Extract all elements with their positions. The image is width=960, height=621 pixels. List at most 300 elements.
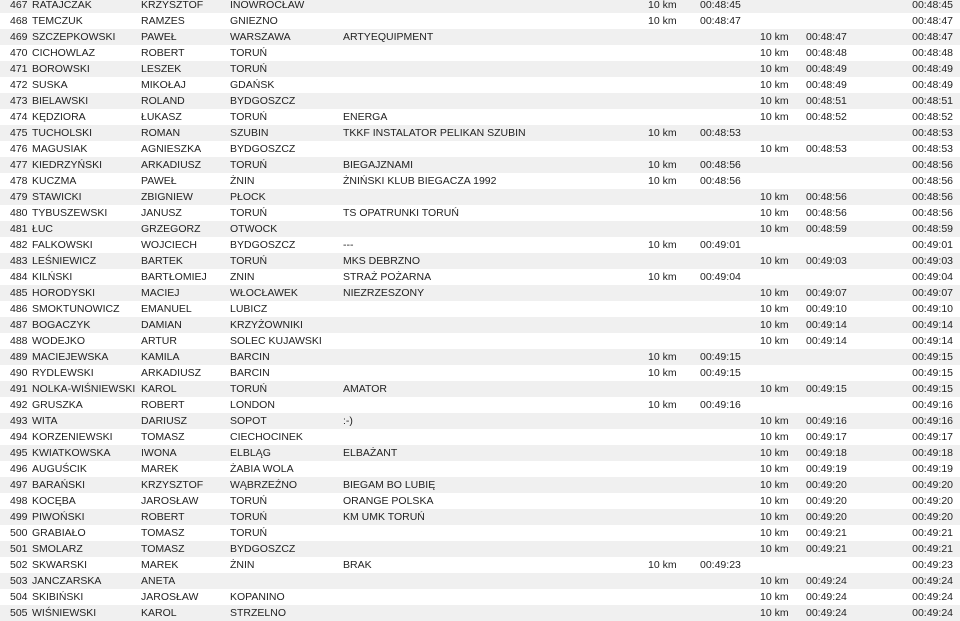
position-cell: 470 — [10, 47, 28, 59]
city-cell: TORUŃ — [230, 63, 268, 75]
club-cell: ŻNIŃSKI KLUB BIEGACZA 1992 — [343, 175, 497, 187]
position-cell: 477 — [10, 159, 28, 171]
distance-cell-alt: 10 km — [760, 511, 789, 523]
distance-cell-alt: 10 km — [760, 287, 789, 299]
first-name-cell: MAREK — [141, 559, 179, 571]
position-cell: 497 — [10, 479, 28, 491]
table-row — [0, 29, 960, 45]
club-cell: --- — [343, 239, 354, 251]
club-cell: BRAK — [343, 559, 372, 571]
first-name-cell: ARKADIUSZ — [141, 367, 202, 379]
split-time-cell: 00:48:47 — [700, 15, 741, 27]
last-name-cell: SMOKTUNOWICZ — [32, 303, 120, 315]
first-name-cell: GRZEGORZ — [141, 223, 201, 235]
table-row — [0, 525, 960, 541]
first-name-cell: BARTŁOMIEJ — [141, 271, 207, 283]
finish-time-cell: 00:49:24 — [912, 575, 953, 587]
position-cell: 484 — [10, 271, 28, 283]
distance-cell-alt: 10 km — [760, 207, 789, 219]
position-cell: 485 — [10, 287, 28, 299]
city-cell: TORUŃ — [230, 207, 268, 219]
city-cell: PŁOCK — [230, 191, 266, 203]
first-name-cell: ANETA — [141, 575, 176, 587]
split-time-cell: 00:49:16 — [700, 399, 741, 411]
city-cell: BYDGOSZCZ — [230, 143, 296, 155]
distance-cell-alt: 10 km — [760, 143, 789, 155]
finish-time-cell: 00:49:20 — [912, 495, 953, 507]
split-time-cell-alt: 00:48:59 — [806, 223, 847, 235]
first-name-cell: PAWEŁ — [141, 31, 177, 43]
first-name-cell: EMANUEL — [141, 303, 192, 315]
first-name-cell: ROBERT — [141, 511, 185, 523]
finish-time-cell: 00:48:56 — [912, 207, 953, 219]
first-name-cell: ARTUR — [141, 335, 177, 347]
last-name-cell: BARAŃSKI — [32, 479, 86, 491]
first-name-cell: KAROL — [141, 607, 177, 619]
finish-time-cell: 00:48:56 — [912, 191, 953, 203]
city-cell: ELBLĄG — [230, 447, 271, 459]
first-name-cell: PAWEŁ — [141, 175, 177, 187]
distance-cell-alt: 10 km — [760, 447, 789, 459]
last-name-cell: NOLKA-WIŚNIEWSKI — [32, 383, 136, 395]
finish-time-cell: 00:48:51 — [912, 95, 953, 107]
club-cell: KM UMK TORUŃ — [343, 511, 425, 523]
first-name-cell: DARIUSZ — [141, 415, 188, 427]
finish-time-cell: 00:49:20 — [912, 511, 953, 523]
position-cell: 488 — [10, 335, 28, 347]
table-row — [0, 205, 960, 221]
first-name-cell: ŁUKASZ — [141, 111, 182, 123]
table-row — [0, 589, 960, 605]
table-row — [0, 349, 960, 365]
city-cell: GNIEZNO — [230, 15, 278, 27]
first-name-cell: WOJCIECH — [141, 239, 197, 251]
distance-cell: 10 km — [648, 0, 677, 11]
split-time-cell-alt: 00:49:03 — [806, 255, 847, 267]
city-cell: OTWOCK — [230, 223, 278, 235]
distance-cell-alt: 10 km — [760, 527, 789, 539]
last-name-cell: SUSKA — [32, 79, 68, 91]
city-cell: WĄBRZEŹNO — [230, 479, 298, 491]
split-time-cell-alt: 00:48:51 — [806, 95, 847, 107]
table-row — [0, 509, 960, 525]
finish-time-cell: 00:48:45 — [912, 0, 953, 11]
club-cell: ELBAŻANT — [343, 447, 398, 459]
finish-time-cell: 00:49:18 — [912, 447, 953, 459]
finish-time-cell: 00:49:15 — [912, 383, 953, 395]
last-name-cell: BOROWSKI — [32, 63, 90, 75]
split-time-cell-alt: 00:49:16 — [806, 415, 847, 427]
split-time-cell-alt: 00:48:52 — [806, 111, 847, 123]
position-cell: 471 — [10, 63, 28, 75]
last-name-cell: KORZENIEWSKI — [32, 431, 113, 443]
distance-cell-alt: 10 km — [760, 319, 789, 331]
position-cell: 468 — [10, 15, 28, 27]
last-name-cell: WIŚNIEWSKI — [32, 607, 97, 619]
distance-cell-alt: 10 km — [760, 479, 789, 491]
split-time-cell-alt: 00:49:24 — [806, 575, 847, 587]
distance-cell: 10 km — [648, 15, 677, 27]
city-cell: BYDGOSZCZ — [230, 95, 296, 107]
position-cell: 502 — [10, 559, 28, 571]
table-row — [0, 0, 960, 13]
position-cell: 491 — [10, 383, 28, 395]
finish-time-cell: 00:49:03 — [912, 255, 953, 267]
city-cell: KOPANINO — [230, 591, 285, 603]
last-name-cell: AUGUŚCIK — [32, 463, 87, 475]
distance-cell-alt: 10 km — [760, 255, 789, 267]
first-name-cell: KAROL — [141, 383, 177, 395]
distance-cell: 10 km — [648, 399, 677, 411]
distance-cell: 10 km — [648, 175, 677, 187]
finish-time-cell: 00:48:47 — [912, 15, 953, 27]
split-time-cell: 00:48:56 — [700, 175, 741, 187]
table-row — [0, 285, 960, 301]
city-cell: TORUŃ — [230, 159, 268, 171]
club-cell: TS OPATRUNKI TORUŃ — [343, 207, 459, 219]
last-name-cell: WITA — [32, 415, 58, 427]
distance-cell-alt: 10 km — [760, 31, 789, 43]
last-name-cell: GRABIAŁO — [32, 527, 86, 539]
position-cell: 469 — [10, 31, 28, 43]
split-time-cell-alt: 00:48:49 — [806, 63, 847, 75]
split-time-cell-alt: 00:48:47 — [806, 31, 847, 43]
table-row — [0, 301, 960, 317]
finish-time-cell: 00:48:47 — [912, 31, 953, 43]
table-row — [0, 189, 960, 205]
position-cell: 481 — [10, 223, 28, 235]
table-row — [0, 93, 960, 109]
position-cell: 479 — [10, 191, 28, 203]
city-cell: TORUŃ — [230, 527, 268, 539]
first-name-cell: MAREK — [141, 463, 179, 475]
city-cell: TORUŃ — [230, 255, 268, 267]
distance-cell-alt: 10 km — [760, 383, 789, 395]
finish-time-cell: 00:48:49 — [912, 63, 953, 75]
distance-cell: 10 km — [648, 127, 677, 139]
first-name-cell: ROBERT — [141, 399, 185, 411]
last-name-cell: KWIATKOWSKA — [32, 447, 111, 459]
position-cell: 504 — [10, 591, 28, 603]
distance-cell-alt: 10 km — [760, 431, 789, 443]
first-name-cell: MIKOŁAJ — [141, 79, 186, 91]
distance-cell-alt: 10 km — [760, 303, 789, 315]
last-name-cell: JANCZARSKA — [32, 575, 102, 587]
finish-time-cell: 00:48:48 — [912, 47, 953, 59]
city-cell: BARCIN — [230, 351, 270, 363]
last-name-cell: MACIEJEWSKA — [32, 351, 109, 363]
first-name-cell: TOMASZ — [141, 543, 185, 555]
table-row — [0, 173, 960, 189]
first-name-cell: JAROSŁAW — [141, 591, 199, 603]
club-cell: ARTYEQUIPMENT — [343, 31, 434, 43]
distance-cell: 10 km — [648, 271, 677, 283]
first-name-cell: LESZEK — [141, 63, 182, 75]
last-name-cell: KĘDZIORA — [32, 111, 86, 123]
city-cell: TORUŃ — [230, 495, 268, 507]
finish-time-cell: 00:49:14 — [912, 335, 953, 347]
last-name-cell: ŁUC — [32, 223, 54, 235]
finish-time-cell: 00:48:56 — [912, 159, 953, 171]
table-row — [0, 125, 960, 141]
table-row — [0, 413, 960, 429]
position-cell: 487 — [10, 319, 28, 331]
club-cell: BIEGAJZNAMI — [343, 159, 414, 171]
last-name-cell: BIELAWSKI — [32, 95, 89, 107]
last-name-cell: PIWOŃSKI — [32, 511, 85, 523]
split-time-cell-alt: 00:49:10 — [806, 303, 847, 315]
club-cell: ORANGE POLSKA — [343, 495, 434, 507]
table-row — [0, 381, 960, 397]
first-name-cell: ZBIGNIEW — [141, 191, 193, 203]
first-name-cell: DAMIAN — [141, 319, 182, 331]
position-cell: 475 — [10, 127, 28, 139]
split-time-cell-alt: 00:49:24 — [806, 591, 847, 603]
position-cell: 467 — [10, 0, 28, 11]
finish-time-cell: 00:48:59 — [912, 223, 953, 235]
distance-cell-alt: 10 km — [760, 79, 789, 91]
city-cell: SZUBIN — [230, 127, 269, 139]
table-row — [0, 557, 960, 573]
first-name-cell: IWONA — [141, 447, 177, 459]
city-cell: CIECHOCINEK — [230, 431, 303, 443]
table-row — [0, 445, 960, 461]
table-row — [0, 573, 960, 589]
split-time-cell-alt: 00:48:49 — [806, 79, 847, 91]
finish-time-cell: 00:49:24 — [912, 591, 953, 603]
table-row — [0, 141, 960, 157]
finish-time-cell: 00:49:01 — [912, 239, 953, 251]
last-name-cell: LEŚNIEWICZ — [32, 255, 97, 267]
position-cell: 498 — [10, 495, 28, 507]
distance-cell: 10 km — [648, 351, 677, 363]
position-cell: 480 — [10, 207, 28, 219]
finish-time-cell: 00:48:56 — [912, 175, 953, 187]
last-name-cell: KUCZMA — [32, 175, 77, 187]
split-time-cell-alt: 00:48:53 — [806, 143, 847, 155]
first-name-cell: ROBERT — [141, 47, 185, 59]
last-name-cell: KILŃSKI — [32, 271, 73, 283]
table-row — [0, 253, 960, 269]
table-row — [0, 541, 960, 557]
split-time-cell-alt: 00:48:56 — [806, 191, 847, 203]
position-cell: 472 — [10, 79, 28, 91]
last-name-cell: STAWICKI — [32, 191, 82, 203]
finish-time-cell: 00:49:16 — [912, 399, 953, 411]
city-cell: WARSZAWA — [230, 31, 291, 43]
distance-cell: 10 km — [648, 559, 677, 571]
table-row — [0, 365, 960, 381]
first-name-cell: TOMASZ — [141, 527, 185, 539]
split-time-cell: 00:49:15 — [700, 367, 741, 379]
finish-time-cell: 00:48:49 — [912, 79, 953, 91]
club-cell: AMATOR — [343, 383, 387, 395]
first-name-cell: AGNIESZKA — [141, 143, 202, 155]
distance-cell: 10 km — [648, 367, 677, 379]
last-name-cell: HORODYSKI — [32, 287, 96, 299]
table-row — [0, 429, 960, 445]
distance-cell-alt: 10 km — [760, 335, 789, 347]
last-name-cell: KIEDRZYŃSKI — [32, 159, 103, 171]
city-cell: ŻNIN — [230, 559, 255, 571]
position-cell: 495 — [10, 447, 28, 459]
distance-cell-alt: 10 km — [760, 495, 789, 507]
position-cell: 496 — [10, 463, 28, 475]
first-name-cell: MACIEJ — [141, 287, 180, 299]
club-cell: MKS DEBRZNO — [343, 255, 421, 267]
last-name-cell: SMOLARZ — [32, 543, 83, 555]
finish-time-cell: 00:48:53 — [912, 127, 953, 139]
city-cell: WŁOCŁAWEK — [230, 287, 298, 299]
city-cell: TORUŃ — [230, 47, 268, 59]
split-time-cell-alt: 00:49:20 — [806, 495, 847, 507]
split-time-cell-alt: 00:49:19 — [806, 463, 847, 475]
first-name-cell: JANUSZ — [141, 207, 182, 219]
city-cell: BYDGOSZCZ — [230, 239, 296, 251]
split-time-cell: 00:49:01 — [700, 239, 741, 251]
table-row — [0, 493, 960, 509]
finish-time-cell: 00:49:24 — [912, 607, 953, 619]
table-row — [0, 45, 960, 61]
last-name-cell: RYDLEWSKI — [32, 367, 94, 379]
last-name-cell: TUCHOLSKI — [32, 127, 93, 139]
split-time-cell: 00:48:45 — [700, 0, 741, 11]
distance-cell-alt: 10 km — [760, 591, 789, 603]
distance-cell: 10 km — [648, 159, 677, 171]
position-cell: 493 — [10, 415, 28, 427]
first-name-cell: TOMASZ — [141, 431, 185, 443]
split-time-cell: 00:48:53 — [700, 127, 741, 139]
table-row — [0, 61, 960, 77]
first-name-cell: RAMZES — [141, 15, 185, 27]
distance-cell-alt: 10 km — [760, 223, 789, 235]
city-cell: LONDON — [230, 399, 275, 411]
club-cell: :-) — [343, 415, 353, 427]
finish-time-cell: 00:49:21 — [912, 527, 953, 539]
club-cell: ENERGA — [343, 111, 388, 123]
last-name-cell: KOCĘBA — [32, 495, 76, 507]
last-name-cell: FALKOWSKI — [32, 239, 93, 251]
split-time-cell-alt: 00:48:48 — [806, 47, 847, 59]
finish-time-cell: 00:48:52 — [912, 111, 953, 123]
position-cell: 482 — [10, 239, 28, 251]
last-name-cell: MAGUSIAK — [32, 143, 88, 155]
position-cell: 500 — [10, 527, 28, 539]
split-time-cell: 00:49:15 — [700, 351, 741, 363]
city-cell: KRZYŻOWNIKI — [230, 319, 303, 331]
city-cell: GDAŃSK — [230, 79, 275, 91]
table-row — [0, 461, 960, 477]
last-name-cell: SZCZEPKOWSKI — [32, 31, 116, 43]
table-row — [0, 397, 960, 413]
split-time-cell-alt: 00:49:07 — [806, 287, 847, 299]
position-cell: 505 — [10, 607, 28, 619]
first-name-cell: ROLAND — [141, 95, 185, 107]
last-name-cell: TEMCZUK — [32, 15, 83, 27]
split-time-cell: 00:49:04 — [700, 271, 741, 283]
split-time-cell-alt: 00:49:17 — [806, 431, 847, 443]
city-cell: SOPOT — [230, 415, 267, 427]
finish-time-cell: 00:49:19 — [912, 463, 953, 475]
city-cell: TORUŃ — [230, 511, 268, 523]
position-cell: 473 — [10, 95, 28, 107]
last-name-cell: TYBUSZEWSKI — [32, 207, 108, 219]
distance-cell-alt: 10 km — [760, 415, 789, 427]
split-time-cell-alt: 00:49:20 — [806, 479, 847, 491]
split-time-cell-alt: 00:49:14 — [806, 319, 847, 331]
distance-cell-alt: 10 km — [760, 463, 789, 475]
city-cell: SOLEC KUJAWSKI — [230, 335, 322, 347]
distance-cell-alt: 10 km — [760, 47, 789, 59]
finish-time-cell: 00:49:14 — [912, 319, 953, 331]
first-name-cell: JAROSŁAW — [141, 495, 199, 507]
city-cell: ŻNIN — [230, 175, 255, 187]
distance-cell-alt: 10 km — [760, 191, 789, 203]
position-cell: 501 — [10, 543, 28, 555]
split-time-cell-alt: 00:49:21 — [806, 527, 847, 539]
finish-time-cell: 00:49:10 — [912, 303, 953, 315]
first-name-cell: ARKADIUSZ — [141, 159, 202, 171]
distance-cell-alt: 10 km — [760, 111, 789, 123]
first-name-cell: ROMAN — [141, 127, 181, 139]
distance-cell-alt: 10 km — [760, 575, 789, 587]
position-cell: 492 — [10, 399, 28, 411]
city-cell: STRZELNO — [230, 607, 287, 619]
club-cell: BIEGAM BO LUBIĘ — [343, 479, 436, 491]
city-cell: BARCIN — [230, 367, 270, 379]
position-cell: 476 — [10, 143, 28, 155]
table-row — [0, 477, 960, 493]
last-name-cell: SKIBIŃSKI — [32, 591, 84, 603]
finish-time-cell: 00:49:21 — [912, 543, 953, 555]
table-row — [0, 333, 960, 349]
city-cell: TORUŃ — [230, 111, 268, 123]
distance-cell: 10 km — [648, 239, 677, 251]
table-row — [0, 317, 960, 333]
split-time-cell: 00:48:56 — [700, 159, 741, 171]
split-time-cell-alt: 00:49:14 — [806, 335, 847, 347]
table-row — [0, 221, 960, 237]
first-name-cell: BARTEK — [141, 255, 183, 267]
city-cell: TORUŃ — [230, 383, 268, 395]
distance-cell-alt: 10 km — [760, 95, 789, 107]
position-cell: 499 — [10, 511, 28, 523]
finish-time-cell: 00:49:20 — [912, 479, 953, 491]
club-cell: TKKF INSTALATOR PELIKAN SZUBIN — [343, 127, 526, 139]
distance-cell-alt: 10 km — [760, 63, 789, 75]
city-cell: ZNIN — [230, 271, 255, 283]
first-name-cell: KAMILA — [141, 351, 180, 363]
position-cell: 490 — [10, 367, 28, 379]
table-row — [0, 237, 960, 253]
table-row — [0, 269, 960, 285]
table-row — [0, 109, 960, 125]
finish-time-cell: 00:49:15 — [912, 351, 953, 363]
club-cell: STRAŻ POŻARNA — [343, 271, 432, 283]
last-name-cell: GRUSZKA — [32, 399, 83, 411]
club-cell: NIEZRZESZONY — [343, 287, 425, 299]
city-cell: LUBICZ — [230, 303, 268, 315]
finish-time-cell: 00:49:23 — [912, 559, 953, 571]
position-cell: 486 — [10, 303, 28, 315]
finish-time-cell: 00:49:04 — [912, 271, 953, 283]
position-cell: 483 — [10, 255, 28, 267]
last-name-cell: WODEJKO — [32, 335, 86, 347]
split-time-cell-alt: 00:49:15 — [806, 383, 847, 395]
last-name-cell: CICHOWLAZ — [32, 47, 95, 59]
table-row — [0, 77, 960, 93]
split-time-cell-alt: 00:49:21 — [806, 543, 847, 555]
